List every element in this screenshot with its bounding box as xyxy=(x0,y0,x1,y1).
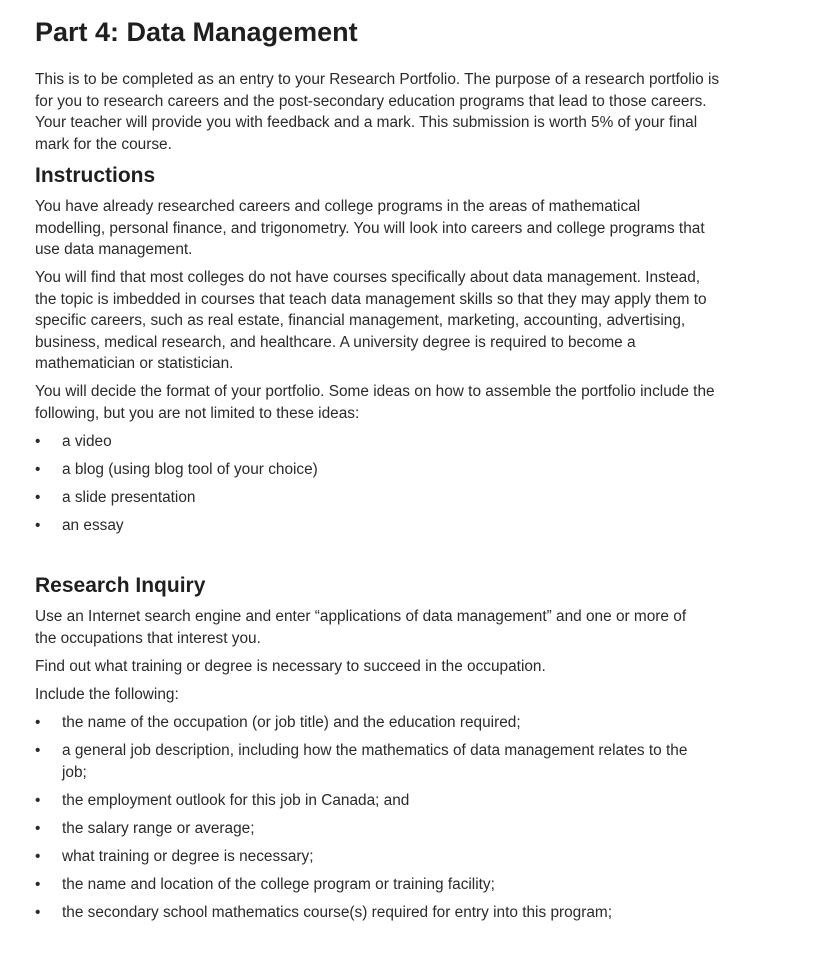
list-item: • a blog (using blog tool of your choice) xyxy=(35,459,735,481)
bullet-icon: • xyxy=(35,791,41,809)
instructions-paragraph-2: You will find that most colleges do not have courses specifically about data management. Instead, the topic is imbedded in courses that teach data management skills so that they may apply them to specific careers, such as real estate, financial management, marketing, accounting, advertising, business, medical research, and healthcare. A university degree is required to become a mathematician or statistician. xyxy=(35,269,707,372)
format-ideas-list xyxy=(35,431,735,537)
page-title: Part 4: Data Management xyxy=(35,17,358,47)
research-paragraph-3: Include the following: xyxy=(35,686,179,703)
research-paragraph-1: Use an Internet search engine and enter “applications of data management” and one or more of the occupations that interest you. xyxy=(35,608,687,647)
list-item: • a slide presentation xyxy=(35,487,735,509)
research-requirements-list xyxy=(35,712,730,923)
bullet-icon: • xyxy=(35,517,41,534)
intro-paragraph: This is to be completed as an entry to your Research Portfolio. The purpose of a research portfolio is for you to research careers and the post-secondary education programs that lead to those careers. Your teacher will provide you with feedback and a mark. This submission is worth 5% of your final mark for the course. xyxy=(35,71,720,153)
list-item: • the employment outlook for this job in Canada; and xyxy=(35,790,730,812)
instructions-paragraph-1: You have already researched careers and college programs in the areas of mathematical modelling, personal finance, and trigonometry. You will look into careers and college programs that use data management. xyxy=(35,198,705,258)
instructions-paragraph-3: You will decide the format of your portfolio. Some ideas on how to assemble the portfolio include the following, but you are not limited to these ideas: xyxy=(35,383,715,422)
research-paragraph-2: Find out what training or degree is necessary to succeed in the occupation. xyxy=(35,658,546,675)
bullet-icon: • xyxy=(35,847,41,865)
bullet-icon: • xyxy=(35,433,41,450)
list-item: • a general job description, including how the mathematics of data management relates to the job; xyxy=(35,742,688,781)
list-item: • the name of the occupation (or job title) and the education required; xyxy=(35,712,730,734)
list-item: • the secondary school mathematics course(s) required for entry into this program; xyxy=(35,902,730,924)
bullet-icon: • xyxy=(35,461,41,478)
list-item: • the salary range or average; xyxy=(35,818,730,840)
list-item: • an essay xyxy=(35,515,735,537)
list-item: • a video xyxy=(35,431,735,453)
list-item: • the name and location of the college program or training facility; xyxy=(35,874,730,896)
bullet-icon: • xyxy=(35,714,41,731)
bullet-icon: • xyxy=(35,489,41,506)
bullet-icon: • xyxy=(35,875,41,893)
bullet-icon: • xyxy=(35,819,41,837)
list-item: • what training or degree is necessary; xyxy=(35,846,730,868)
research-heading: Research Inquiry xyxy=(35,574,206,597)
instructions-heading: Instructions xyxy=(35,164,156,187)
bullet-icon: • xyxy=(35,903,41,921)
bullet-icon: • xyxy=(35,742,41,759)
